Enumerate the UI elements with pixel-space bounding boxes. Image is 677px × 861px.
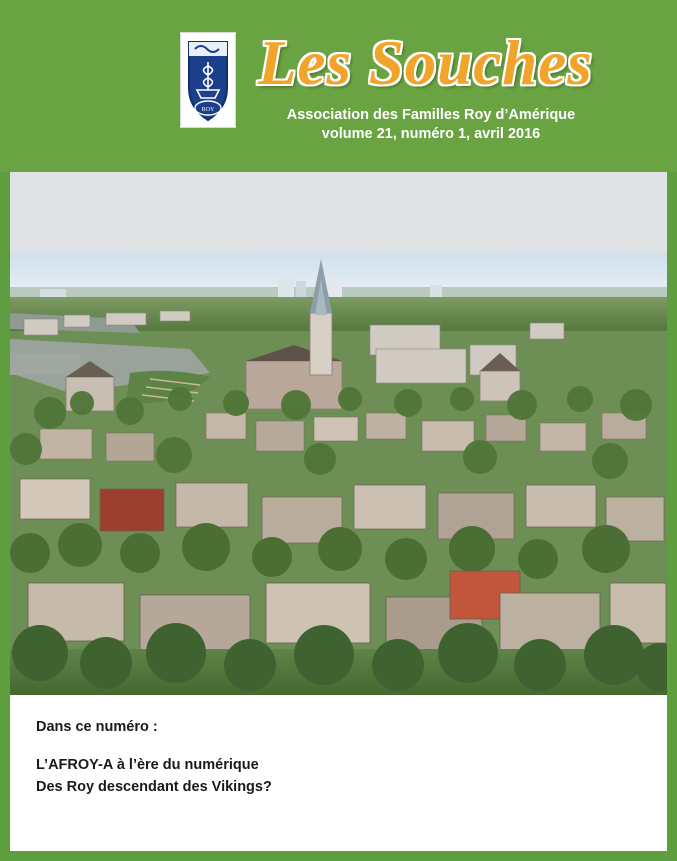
page-border-right xyxy=(667,172,677,861)
page-border-bottom xyxy=(0,851,677,861)
cover-photo xyxy=(10,253,667,695)
page-border-left xyxy=(0,172,10,861)
cover-header xyxy=(0,0,677,172)
contents-intro: Dans ce numéro : xyxy=(36,719,158,735)
contents-item-2: Des Roy descendant des Vikings? xyxy=(36,779,272,795)
masthead-title: Les Souches xyxy=(258,28,593,98)
title-block xyxy=(258,28,658,144)
contents-block xyxy=(10,695,667,851)
issue-line: volume 21, numéro 1, avril 2016 xyxy=(321,126,541,142)
association-name: Association des Familles Roy d’Amérique xyxy=(286,107,576,123)
contents-item-1: L’AFROY-A à l’ère du numérique xyxy=(36,757,259,773)
svg-text:ROY: ROY xyxy=(201,107,215,113)
coat-of-arms-icon xyxy=(180,32,236,128)
